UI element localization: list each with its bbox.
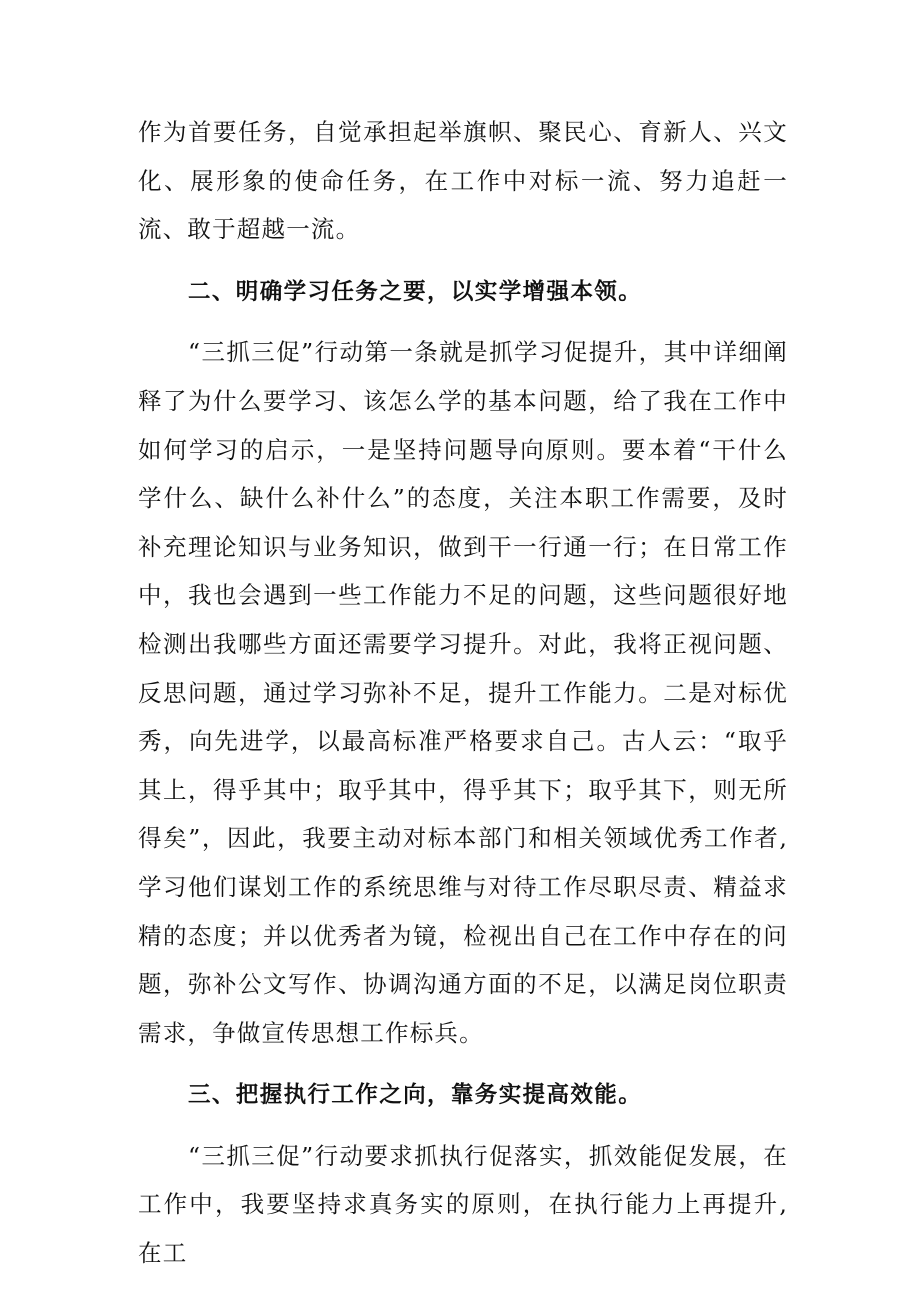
section-heading-three: 三、把握执行工作之向，靠务实提高效能。 bbox=[188, 1082, 643, 1109]
paragraph-learning: “三抓三促”行动第一条就是抓学习促提升，其中详细阐释了为什么要学习、该怎么学的基本问题，给了我在工作中如何学习的启示，一是坚持问题导向原则。要本着“干什么学什么、缺什么补什么”的态度，关注本职工作需要，及时补充理论知识与业务知识，做到干一行通一行；在日常工作中，我也会遇到一些工作能力不足的问题，这些问题很好地检测出我哪些方面还需要学习提升。对此，我将正视问题、反思问题，通过学习弥补不足，提升工作能力。二是对标优秀，向先进学，以最高标准严格要求自己。古人云：“取乎其上，得乎其中；取乎其中，得乎其下；取乎其下，则无所得矣”，因此，我要主动对标本部门和相关领域优秀工作者,学习他们谋划工作的系统思维与对待工作尽职尽责、精益求精的态度；并以优秀者为镜，检视出自己在工作中存在的问题，弥补公文写作、协调沟通方面的不足，以满足岗位职责需求，争做宣传思想工作标兵。 bbox=[138, 338, 788, 1047]
spacer bbox=[138, 254, 788, 268]
section-heading-two: 二、明确学习任务之要，以实学增强本领。 bbox=[188, 278, 643, 305]
spacer bbox=[138, 1120, 788, 1132]
paragraph-mission-continuation: 作为首要任务，自觉承担起举旗帜、聚民心、育新人、兴文化、展形象的使命任务，在工作中对标一流、努力追赶一流、敢于超越一流。 bbox=[138, 118, 788, 244]
document-body bbox=[138, 108, 788, 1278]
spacer bbox=[138, 1057, 788, 1071]
paragraph-execution: “三抓三促”行动要求抓执行促落实，抓效能促发展，在工作中，我要坚持求真务实的原则，在执行能力上再提升,在工 bbox=[138, 1141, 788, 1268]
spacer bbox=[138, 316, 788, 328]
